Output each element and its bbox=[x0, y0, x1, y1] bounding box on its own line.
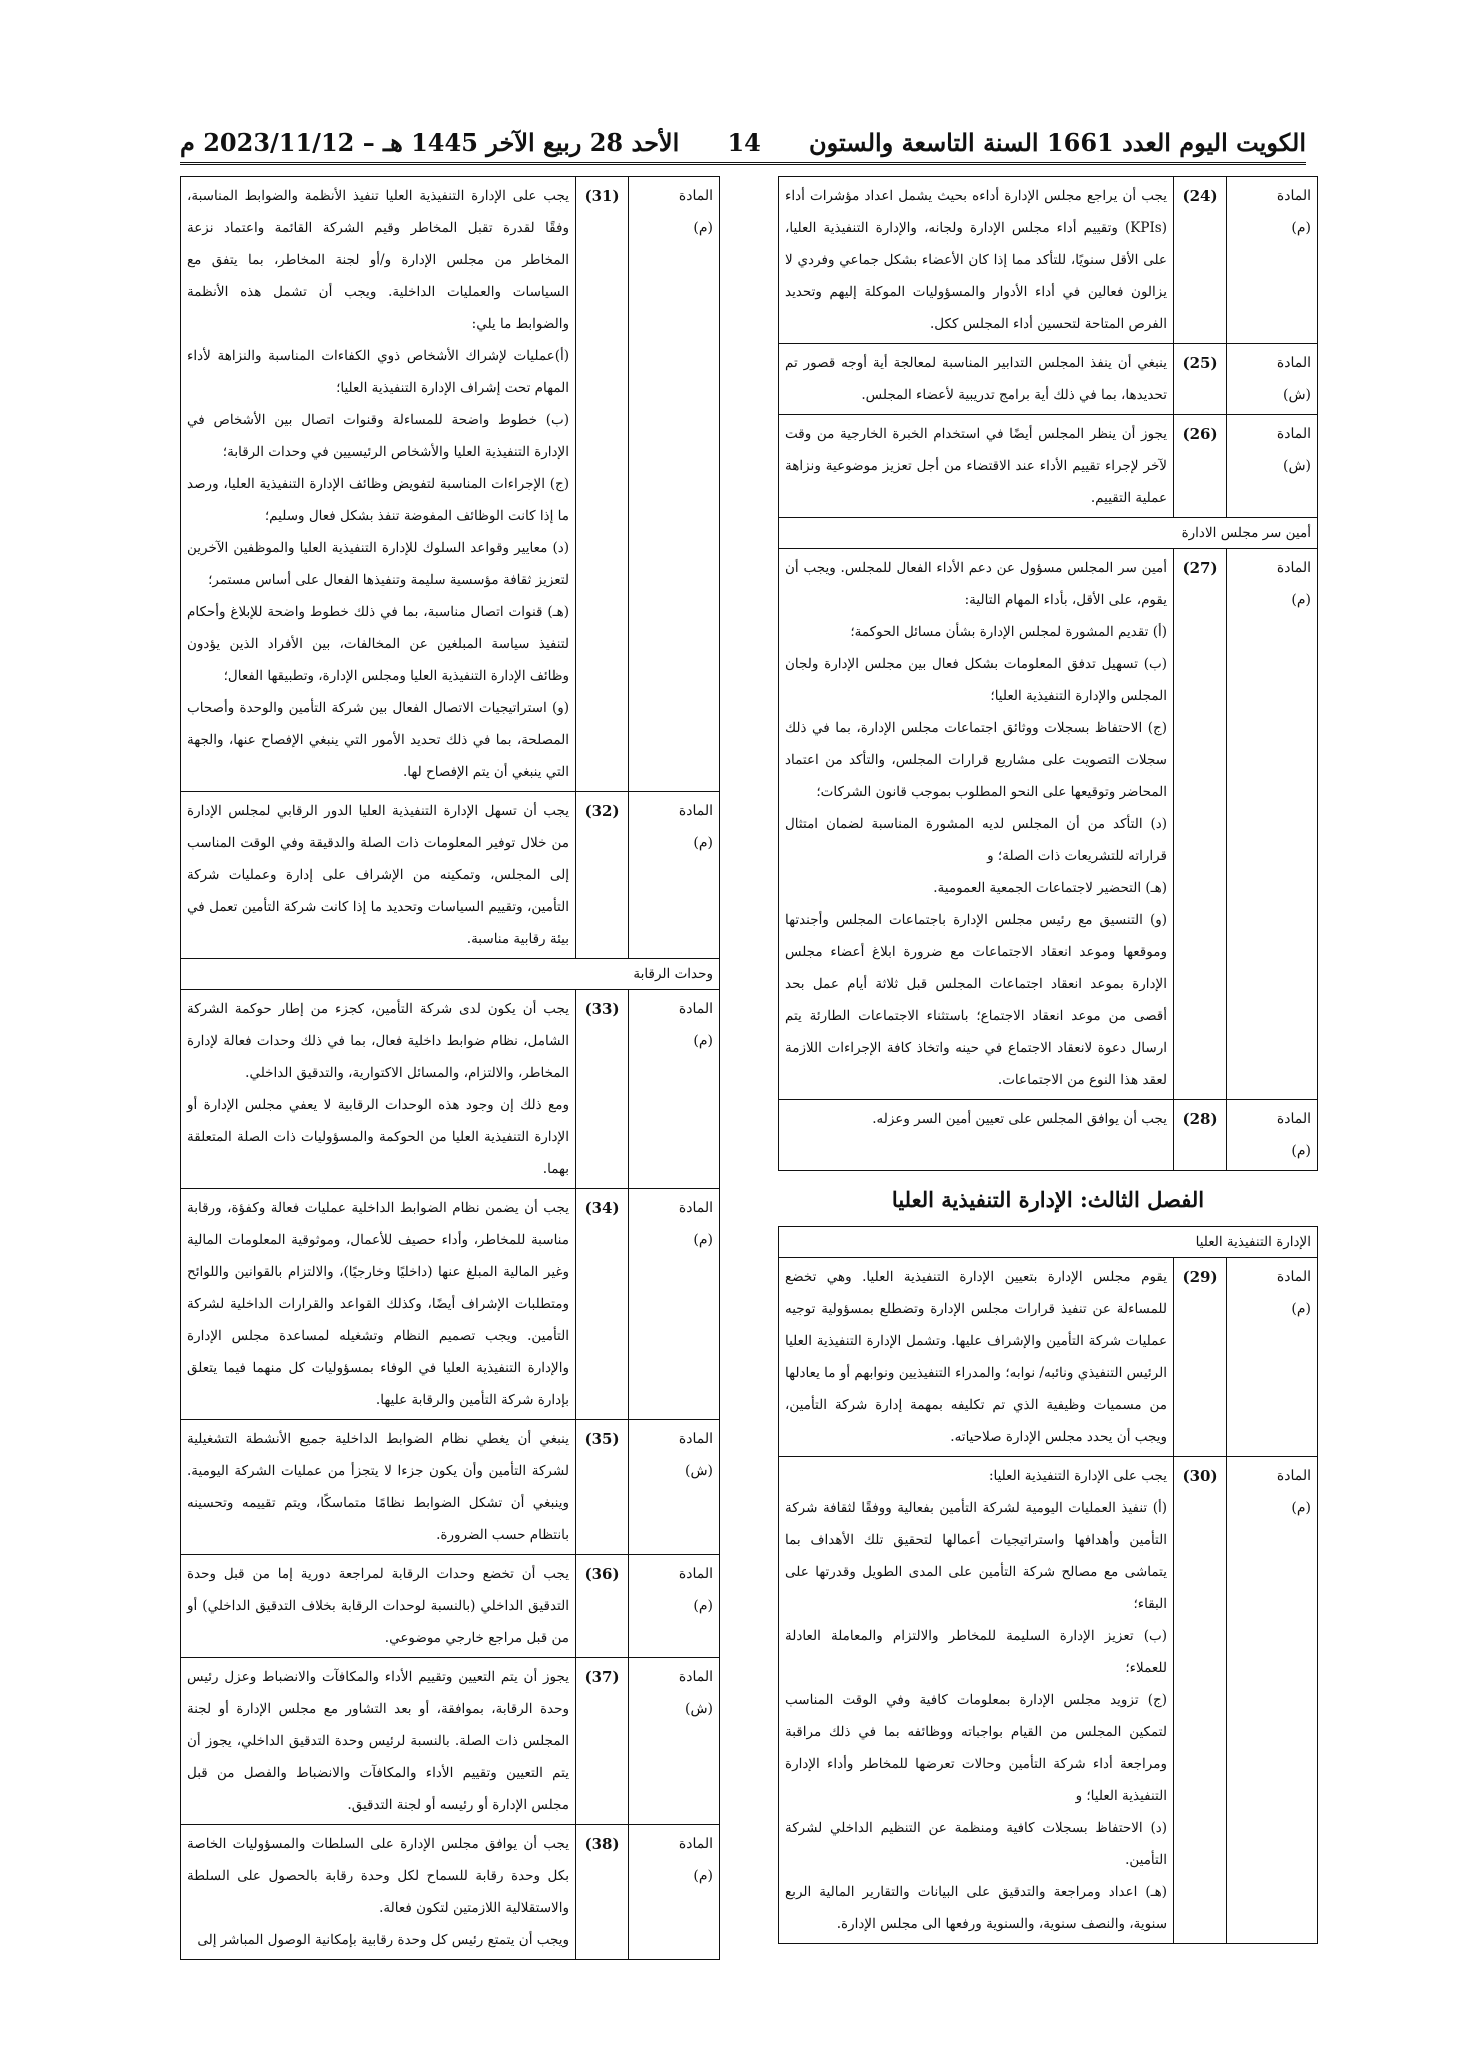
articles-table-right bbox=[778, 176, 1318, 1171]
article-text bbox=[181, 177, 576, 792]
article-label: المادة (ش) bbox=[1227, 344, 1318, 415]
article-label: المادة (م) bbox=[629, 1189, 720, 1420]
paragraph: (هـ) قنوات اتصال مناسبة، بما في ذلك خطوط واضحة للإبلاغ وأحكام لتنفيذ سياسة المبلغين عن المخالفات، بين الأفراد الذين يؤدون وظائف الإدارة التنفيذية العليا ومجلس الإدارة، وتطبيقها الفعال؛ bbox=[187, 604, 569, 684]
paragraph: (ج) الإجراءات المناسبة لتفويض وظائف الإدارة التنفيذية العليا، ورصد ما إذا كانت الوظائف المفوضة تنفذ بشكل فعال وسليم؛ bbox=[187, 476, 569, 524]
header-issue: الكويت اليوم العدد 1661 السنة التاسعة والستون bbox=[809, 127, 1306, 157]
article-26 bbox=[779, 415, 1318, 518]
page-header bbox=[180, 122, 1306, 165]
article-number: (36) bbox=[576, 1555, 629, 1658]
paragraph: ويجب أن يتمتع رئيس كل وحدة رقابية بإمكانية الوصول المباشر إلى bbox=[197, 1932, 569, 1948]
paragraph: يجب على الإدارة التنفيذية العليا تنفيذ الأنظمة والضوابط المناسبة، وفقًا لقدرة تقبل المخاطر وقيم الشركة القائمة واعتماد نزعة المخاطر من مجلس الإدارة و/أو لجنة المخاطر، بما يتفق مع السياسات والعمليات الداخلية. ويجب أن تشمل هذه الأنظمة والضوابط ما يلي: bbox=[187, 188, 569, 332]
article-number: (38) bbox=[576, 1825, 629, 1960]
article-28 bbox=[779, 1100, 1318, 1171]
article-number: (32) bbox=[576, 792, 629, 959]
article-label: المادة (م) bbox=[1227, 1258, 1318, 1457]
section-heading-row bbox=[181, 959, 720, 990]
article-number: (35) bbox=[576, 1420, 629, 1555]
article-35 bbox=[181, 1420, 720, 1555]
paragraph: (و) استراتيجيات الاتصال الفعال بين شركة التأمين والوحدة وأصحاب المصلحة، بما في ذلك تحديد الأمور التي ينبغي الإفصاح عنها، والجهة التي ينبغي أن يتم الإفصاح لها. bbox=[187, 700, 569, 780]
paragraph: (د) معايير وقواعد السلوك للإدارة التنفيذية العليا والموظفين الآخرين لتعزيز ثقافة مؤسسية سليمة وتنفيذها الفعال على أساس مستمر؛ bbox=[187, 540, 569, 588]
paragraph: (هـ) اعداد ومراجعة والتدقيق على البيانات والتقارير المالية الربع سنوية، والنصف سنوية، والسنوية ورفعها الى مجلس الإدارة. bbox=[785, 1884, 1167, 1932]
section-heading-row bbox=[779, 1227, 1318, 1258]
articles-table-left bbox=[180, 176, 720, 1960]
article-32 bbox=[181, 792, 720, 959]
article-30 bbox=[779, 1457, 1318, 1944]
section-heading-row bbox=[779, 518, 1318, 549]
article-label: المادة (م) bbox=[629, 1825, 720, 1960]
article-34 bbox=[181, 1189, 720, 1420]
paragraph: (ج) الاحتفاظ بسجلات ووثائق اجتماعات مجلس الإدارة، بما في ذلك سجلات التصويت على مشاريع قرارات المجلس، والتأكد من اعتماد المحاضر وتوقيعها على النحو المطلوب بموجب قانون الشركات؛ bbox=[785, 720, 1167, 800]
paragraph: يجب أن يكون لدى شركة التأمين، كجزء من إطار حوكمة الشركة الشامل، نظام ضوابط داخلية فعال، بما في ذلك وحدات فعالة لإدارة المخاطر، والالتزام، والمسائل الاكتوارية، والتدقيق الداخلي. bbox=[187, 1001, 569, 1081]
article-text bbox=[779, 1457, 1174, 1944]
article-text: يجب أن يوافق المجلس على تعيين أمين السر وعزله. bbox=[779, 1100, 1174, 1171]
article-text: يجب أن يضمن نظام الضوابط الداخلية عمليات فعالة وكفؤة، ورقابة مناسبة للمخاطر، وأداء حصيف للأعمال، وموثوقية المعلومات المالية وغير المالية المبلغ عنها (داخليًا وخارجيًا)، والالتزام بالقوانين واللوائح ومتطلبات الإشراف أيضًا، وكذلك القواعد والقرارات الداخلية لشركة التأمين. ويجب تصميم النظام وتشغيله لمساعدة مجلس الإدارة والإدارة التنفيذية العليا في الوفاء بمسؤوليات كل منهما فيما يتعلق بإدارة شركة التأمين والرقابة عليها. bbox=[181, 1189, 576, 1420]
article-number: (28) bbox=[1174, 1100, 1227, 1171]
article-label: المادة (م) bbox=[629, 177, 720, 792]
article-text: ينبغي أن ينفذ المجلس التدابير المناسبة لمعالجة أية أوجه قصور تم تحديدها، بما في ذلك أية برامج تدريبية لأعضاء المجلس. bbox=[779, 344, 1174, 415]
paragraph: (ج) تزويد مجلس الإدارة بمعلومات كافية وفي الوقت المناسب لتمكين المجلس من القيام بواجباته ووظائفه بما في ذلك مراقبة ومراجعة أداء شركة التأمين وحالات تعرضها للمخاطر وأداء الإدارة التنفيذية العليا؛ و bbox=[785, 1692, 1167, 1804]
left-column bbox=[180, 176, 720, 1960]
article-label: المادة (م) bbox=[629, 990, 720, 1189]
article-number: (24) bbox=[1174, 177, 1227, 344]
section-heading: الإدارة التنفيذية العليا bbox=[779, 1227, 1318, 1258]
paragraph: (و) التنسيق مع رئيس مجلس الإدارة باجتماعات المجلس وأجندتها وموقعها وموعد انعقاد الاجتماعات مع ضرورة ابلاغ أعضاء مجلس الإدارة بموعد انعقاد اجتماعات المجلس قبل ثلاثة أيام عمل بحد أقصى من موعد انعقاد الاجتماع؛ باستثناء الاجتماعات الطارئة يتم ارسال دعوة لانعقاد الاجتماع في حينه واتخاذ كافة الإجراءات اللازمة لعقد هذا النوع من الاجتماعات. bbox=[785, 912, 1167, 1088]
article-label: المادة (م) bbox=[629, 1555, 720, 1658]
article-label: المادة (ش) bbox=[629, 1420, 720, 1555]
article-text: يجب أن تخضع وحدات الرقابة لمراجعة دورية إما من قبل وحدة التدقيق الداخلي (بالنسبة لوحدات الرقابة بخلاف التدقيق الداخلي) أو من قبل مراجع خارجي موضوعي. bbox=[181, 1555, 576, 1658]
paragraph: (أ)عمليات لإشراك الأشخاص ذوي الكفاءات المناسبة والنزاهة لأداء المهام تحت إشراف الإدارة التنفيذية العليا؛ bbox=[187, 348, 569, 396]
section-heading: وحدات الرقابة bbox=[181, 959, 720, 990]
paragraph: أمين سر المجلس مسؤول عن دعم الأداء الفعال للمجلس. ويجب أن يقوم، على الأقل، بأداء المهام التالية: bbox=[785, 560, 1167, 608]
paragraph: (أ) تقديم المشورة لمجلس الإدارة بشأن مسائل الحوكمة؛ bbox=[850, 624, 1167, 640]
article-37 bbox=[181, 1658, 720, 1825]
article-number: (37) bbox=[576, 1658, 629, 1825]
article-24 bbox=[779, 177, 1318, 344]
article-38 bbox=[181, 1825, 720, 1960]
page-number: 14 bbox=[727, 127, 761, 157]
paragraph: يجب على الإدارة التنفيذية العليا: bbox=[988, 1468, 1167, 1484]
header-date: الأحد 28 ربيع الآخر 1445 هـ – 2023/11/12 م bbox=[180, 127, 680, 157]
article-text bbox=[181, 990, 576, 1189]
article-text: يجب أن تسهل الإدارة التنفيذية العليا الدور الرقابي لمجلس الإدارة من خلال توفير المعلومات ذات الصلة والدقيقة وفي الوقت المناسب إلى المجلس، وتمكينه من الإشراف على إدارة وعمليات شركة التأمين، وتقييم السياسات وتحديد ما إذا كانت شركة التأمين تعمل في بيئة رقابية مناسبة. bbox=[181, 792, 576, 959]
paragraph: (هـ) التحضير لاجتماعات الجمعية العمومية. bbox=[933, 880, 1167, 896]
article-27 bbox=[779, 549, 1318, 1100]
article-text: يجب أن يراجع مجلس الإدارة أداءه بحيث يشمل اعداد مؤشرات أداء (KPIs) وتقييم أداء مجلس الإدارة ولجانه، والإدارة التنفيذية العليا، على الأقل سنويًا، للتأكد مما إذا كان الأعضاء بشكل جماعي وفردي لا يزالون فعالين في أداء الأدوار والمسؤوليات الموكلة إليهم وتحديد الفرص المتاحة لتحسين أداء المجلس ككل. bbox=[779, 177, 1174, 344]
article-label: المادة (م) bbox=[1227, 1100, 1318, 1171]
article-label: المادة (م) bbox=[629, 792, 720, 959]
article-number: (30) bbox=[1174, 1457, 1227, 1944]
article-text bbox=[779, 549, 1174, 1100]
articles-table-right-2 bbox=[778, 1226, 1318, 1944]
article-label: المادة (ش) bbox=[1227, 415, 1318, 518]
paragraph: (د) الاحتفاظ بسجلات كافية ومنظمة عن التنظيم الداخلي لشركة التأمين. bbox=[785, 1820, 1167, 1868]
article-33 bbox=[181, 990, 720, 1189]
article-29 bbox=[779, 1258, 1318, 1457]
article-label: المادة (ش) bbox=[629, 1658, 720, 1825]
article-25 bbox=[779, 344, 1318, 415]
article-label: المادة (م) bbox=[1227, 177, 1318, 344]
article-number: (34) bbox=[576, 1189, 629, 1420]
article-text: يقوم مجلس الإدارة بتعيين الإدارة التنفيذية العليا. وهي تخضع للمساءلة عن تنفيذ قرارات مجلس الإدارة وتضطلع بمسؤولية توجيه عمليات شركة التأمين والإشراف عليها. وتشمل الإدارة التنفيذية العليا الرئيس التنفيذي ونائبه/ نوابه؛ والمدراء التنفيذيين ونوابهم أو ما يعادلها من مسميات وظيفية الذي تم تكليفه بمهمة إدارة شركة التأمين، ويجب أن يحدد مجلس الإدارة صلاحياته. bbox=[779, 1258, 1174, 1457]
article-label: المادة (م) bbox=[1227, 549, 1318, 1100]
section-heading: أمين سر مجلس الادارة bbox=[779, 518, 1318, 549]
right-column bbox=[778, 176, 1318, 1944]
paragraph: يجب أن يوافق مجلس الإدارة على السلطات والمسؤوليات الخاصة بكل وحدة رقابة للسماح لكل وحدة رقابة بالحصول على السلطة والاستقلالية اللازمتين لتكون فعالة. bbox=[187, 1836, 569, 1916]
article-text: يجوز أن يتم التعيين وتقييم الأداء والمكافآت والانضباط وعزل رئيس وحدة الرقابة، بموافقة، أو بعد التشاور مع مجلس الإدارة أو لجنة المجلس ذات الصلة. بالنسبة لرئيس وحدة التدقيق الداخلي، يجوز أن يتم التعيين وتقييم الأداء والمكافآت والانضباط والفصل من قبل مجلس الإدارة أو رئيسه أو لجنة التدقيق. bbox=[181, 1658, 576, 1825]
article-text: يجوز أن ينظر المجلس أيضًا في استخدام الخبرة الخارجية من وقت لآخر لإجراء تقييم الأداء عند الاقتضاء من أجل تعزيز موضوعية ونزاهة عملية التقييم. bbox=[779, 415, 1174, 518]
paragraph: (ب) تسهيل تدفق المعلومات بشكل فعال بين مجلس الإدارة ولجان المجلس والإدارة التنفيذية العليا؛ bbox=[785, 656, 1167, 704]
article-number: (27) bbox=[1174, 549, 1227, 1100]
article-number: (26) bbox=[1174, 415, 1227, 518]
article-label: المادة (م) bbox=[1227, 1457, 1318, 1944]
paragraph: (ب) خطوط واضحة للمساءلة وقنوات اتصال بين الأشخاص في الإدارة التنفيذية العليا والأشخاص الرئيسيين في وحدات الرقابة؛ bbox=[187, 412, 569, 460]
article-number: (33) bbox=[576, 990, 629, 1189]
chapter-title: الفصل الثالث: الإدارة التنفيذية العليا bbox=[891, 1187, 1205, 1212]
paragraph: (د) التأكد من أن المجلس لديه المشورة المناسبة لضمان امتثال قراراته للتشريعات ذات الصلة؛ و bbox=[785, 816, 1167, 864]
article-36 bbox=[181, 1555, 720, 1658]
paragraph: (ب) تعزيز الإدارة السليمة للمخاطر والالتزام والمعاملة العادلة للعملاء؛ bbox=[785, 1628, 1167, 1676]
article-number: (31) bbox=[576, 177, 629, 792]
article-text bbox=[181, 1825, 576, 1960]
paragraph: ومع ذلك إن وجود هذه الوحدات الرقابية لا يعفي مجلس الإدارة أو الإدارة التنفيذية العليا من الحوكمة والمسؤوليات ذات الصلة المتعلقة بهما. bbox=[187, 1097, 569, 1177]
article-31 bbox=[181, 177, 720, 792]
article-number: (29) bbox=[1174, 1258, 1227, 1457]
article-number: (25) bbox=[1174, 344, 1227, 415]
article-text: ينبغي أن يغطي نظام الضوابط الداخلية جميع الأنشطة التشغيلية لشركة التأمين وأن يكون جزءا لا يتجزأ من عمليات الشركة اليومية. وينبغي أن تشكل الضوابط نظامًا متماسكًا، ويتم تقييمه وتحسينه بانتظام حسب الضرورة. bbox=[181, 1420, 576, 1555]
paragraph: (أ) تنفيذ العمليات اليومية لشركة التأمين بفعالية ووفقًا لثقافة شركة التأمين وأهدافها واستراتيجيات أعمالها لتحقيق تلك الأهداف بما يتماشى مع مصالح شركة التأمين على المدى الطويل وقدرتها على البقاء؛ bbox=[785, 1500, 1167, 1612]
